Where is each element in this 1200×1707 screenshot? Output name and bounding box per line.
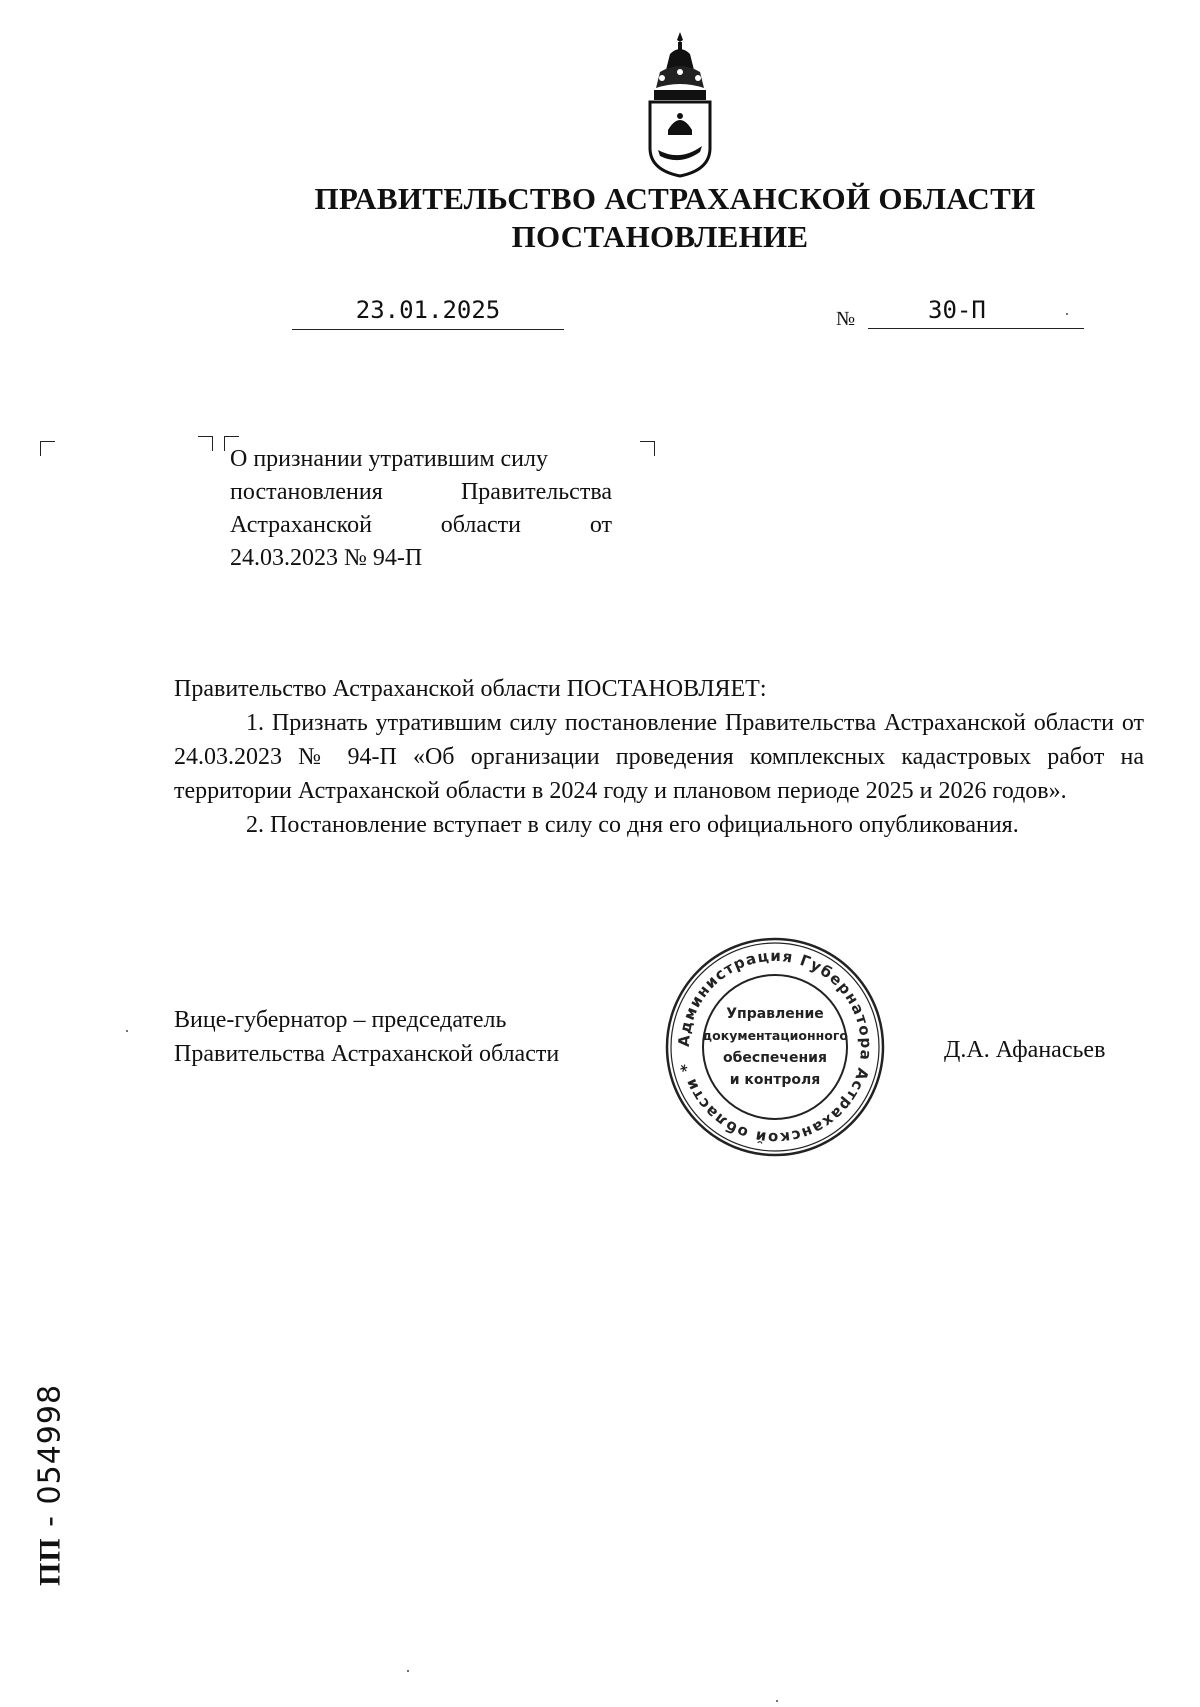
document-body: [174, 672, 1144, 842]
signatory-name: Д.А. Афанасьев: [944, 1037, 1106, 1063]
position-line-1: Вице-губернатор – председатель: [174, 1007, 507, 1033]
subject-line: 24.03.2023 № 94-П: [230, 545, 423, 571]
body-item-1: 1. Признать утратившим силу постановление Правительства Астраханской области от 24.03.2023 № 94-П «Об организации проведения комплексных кадастровых работ на территории Астраханской области в 2024 году и плановом периоде 2025 и 2026 годов».: [174, 710, 1144, 804]
seal-outer-text: Администрация Губернатора Астраханской области *: [674, 946, 876, 1148]
serial-number: 054998: [32, 1383, 68, 1505]
document-subject: [230, 443, 612, 575]
number-label: №: [836, 308, 856, 330]
position-line-2: Правительства Астраханской области: [174, 1041, 560, 1067]
scan-speck: [126, 1030, 128, 1032]
subject-line: постановления Правительства: [230, 479, 612, 505]
corner-mark: [640, 441, 655, 456]
seal-inner-line: Управление: [726, 1006, 824, 1022]
seal-inner-line: документационного: [702, 1028, 848, 1043]
seal-inner-line: и контроля: [729, 1072, 821, 1088]
coat-of-arms-emblem: [640, 30, 720, 178]
subject-line: Астраханской области от: [230, 512, 612, 538]
official-seal: [664, 936, 886, 1158]
scan-speck: [776, 1700, 778, 1702]
serial-separator: -: [32, 1504, 68, 1538]
scan-speck: [407, 1670, 409, 1672]
scan-speck: [1066, 313, 1068, 315]
document-type: ПОСТАНОВЛЕНИЕ: [511, 219, 809, 254]
document-date: 23.01.2025: [292, 295, 564, 330]
organization-name: ПРАВИТЕЛЬСТВО АСТРАХАНСКОЙ ОБЛАСТИ: [314, 181, 1036, 216]
subject-line: О признании утратившим силу: [230, 446, 548, 472]
corner-mark: [40, 441, 55, 456]
document-header: [0, 180, 1200, 256]
signatory-position: [174, 1003, 559, 1071]
seal-inner-line: обеспечения: [723, 1050, 827, 1066]
corner-mark: [198, 436, 213, 451]
body-intro: Правительство Астраханской области ПОСТАНОВЛЯЕТ:: [174, 676, 767, 702]
body-item-2: 2. Постановление вступает в силу со дня его официального опубликования.: [246, 812, 1019, 838]
serial-prefix: ПП: [33, 1537, 67, 1587]
form-serial-number: [30, 1375, 70, 1595]
document-number: 30-П: [868, 295, 1084, 329]
